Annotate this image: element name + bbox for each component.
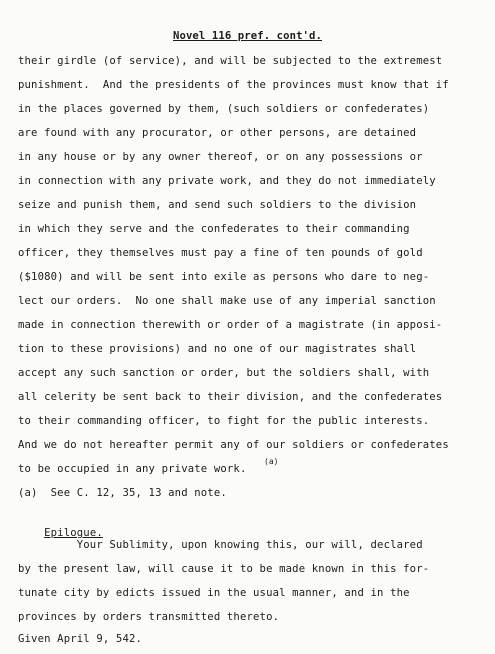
body-line: to be occupied in any private work. <box>18 463 247 475</box>
body-line: in any house or by any owner thereof, or on any possessions or <box>18 151 423 163</box>
body-line: all celerity be sent back to their division, and the confederates <box>18 391 443 403</box>
body-line: in connection with any private work, and they do not immediately <box>18 175 436 187</box>
body-line: to their commanding officer, to fight for the public interests. <box>18 415 430 427</box>
closing-date: Given April 9, 542. <box>18 633 143 645</box>
epilogue-line: by the present law, will cause it to be made known in this for- <box>18 563 430 575</box>
page-title: Novel 116 pref. cont'd. <box>173 30 322 42</box>
body-line: tion to these provisions) and no one of our magistrates shall <box>18 343 417 355</box>
body-line: And we do not hereafter permit any of our soldiers or confederates <box>18 439 449 451</box>
body-line: punishment. And the presidents of the provinces must know that if <box>18 79 449 91</box>
body-line: seize and punish them, and send such soldiers to the division <box>18 199 417 211</box>
footnote-marker: (a) <box>264 457 279 466</box>
body-line: their girdle (of service), and will be subjected to the extremest <box>18 55 443 67</box>
body-line: made in connection therewith or order of a magistrate (in apposi- <box>18 319 443 331</box>
body-line: ($1080) and will be sent into exile as persons who dare to neg- <box>18 271 430 283</box>
epilogue-title: Epilogue. <box>44 527 103 539</box>
page-heading <box>0 30 495 42</box>
epilogue-line: Your Sublimity, upon knowing this, our will, declared <box>18 539 423 551</box>
epilogue-line: provinces by orders transmitted thereto. <box>18 611 280 623</box>
body-line: accept any such sanction or order, but the soldiers shall, with <box>18 367 430 379</box>
body-line: lect our orders. No one shall make use of any imperial sanction <box>18 295 436 307</box>
body-line: are found with any procurator, or other persons, are detained <box>18 127 417 139</box>
footnote: (a) See C. 12, 35, 13 and note. <box>18 487 227 499</box>
body-line: in which they serve and the confederates to their commanding <box>18 223 410 235</box>
body-line: in the places governed by them, (such soldiers or confederates) <box>18 103 430 115</box>
epilogue-line: tunate city by edicts issued in the usual manner, and in the <box>18 587 410 599</box>
body-line: officer, they themselves must pay a fine of ten pounds of gold <box>18 247 423 259</box>
